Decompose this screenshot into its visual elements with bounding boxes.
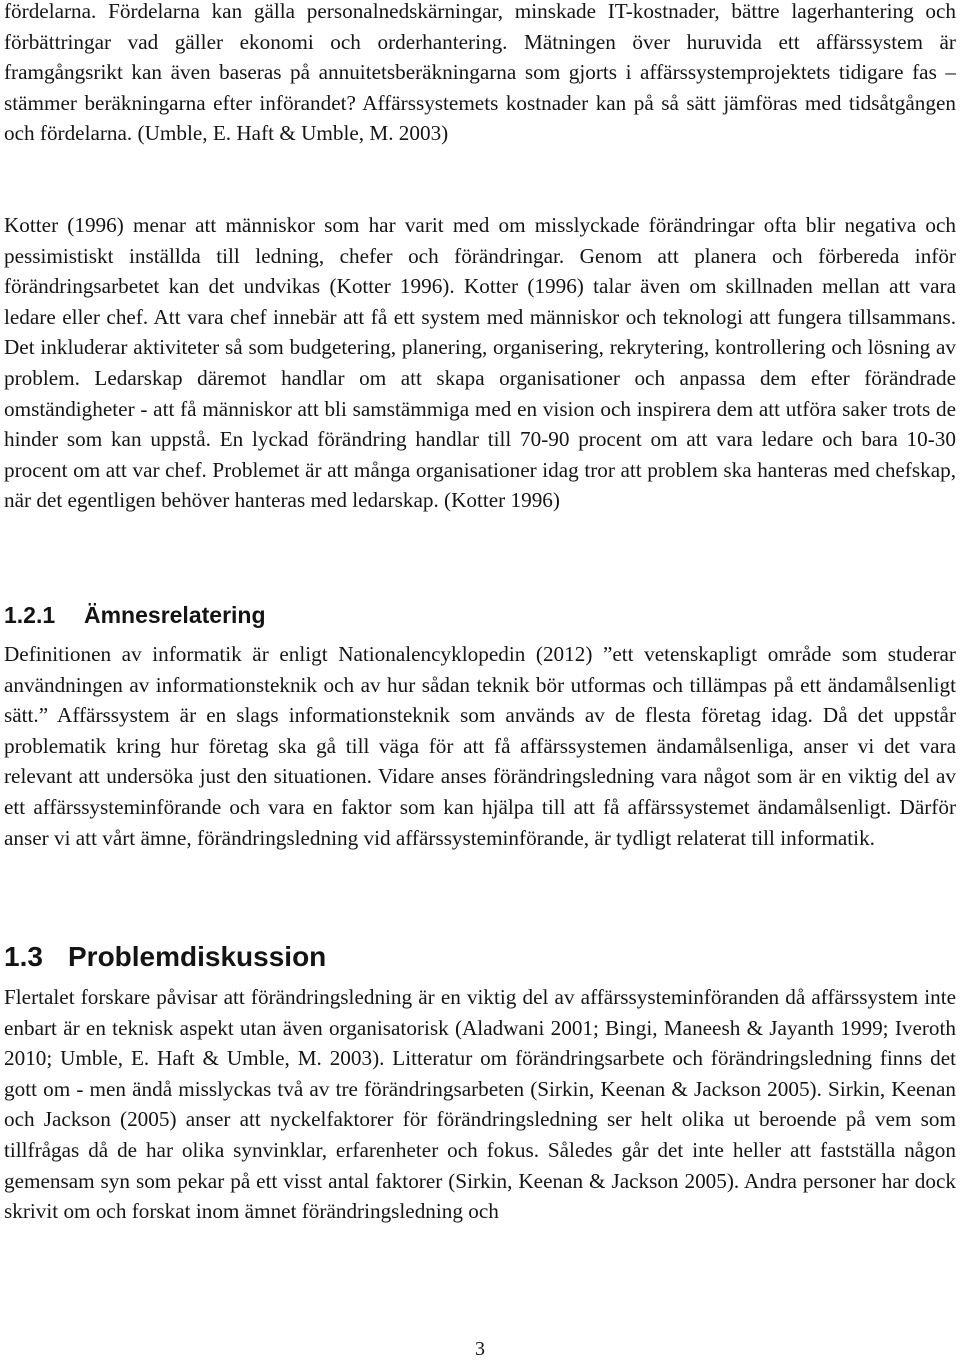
paragraph-problemdiskussion: Flertalet forskare påvisar att förändringsledning är en viktig del av affärssysteminföranden då affärssystem inte enbart är en teknisk aspekt utan även organisatorisk (Aladwani 2001; Bingi, Maneesh & Jayanth 1999; Iveroth 2010; Umble, E. Haft & Umble, M. 2003). Litteratur om förändringsarbete och förändringsledning finns det gott om - men ändå misslyckas två av tre förändringsarbeten (Sirkin, Keenan & Jackson 2005). Sirkin, Keenan och Jackson (2005) anser att nyckelfaktorer för förändringsledning ser helt olika ut beroende på vem som tillfrågas då de har olika synvinklar, erfarenheter och fokus. Således går det inte heller att fastställa någon gemensam syn som pekar på ett visst antal faktorer (Sirkin, Keenan & Jackson 2005). Andra personer har dock skrivit om och forskat inom ämnet förändringsledning och [4,985,956,1224]
paragraph-informatik-definition: Definitionen av informatik är enligt Nationalencyklopedin (2012) ”ett vetenskapligt område som studerar användningen av informationsteknik och av hur sådan teknik bör utformas och tillämpas på ett ändamålsenligt sätt.” Affärssystem är en slags informationsteknik som används av de flesta företag idag. Då det uppstår problematik kring hur företag ska gå till väga för att få affärssystemen ändamålsenliga, anser vi det vara relevant att undersöka just den situationen. Vidare anses förändringsledning vara något som är en viktig del av ett affärssysteminförande och vara en faktor som kan hjälpa till att få affärssystemet ändamålsenligt. Därför anser vi att vårt ämne, förändringsledning vid affärssysteminförande, är tydligt relaterat till informatik. [4,642,956,850]
paragraph-kotter-ledarskap: Kotter (1996) menar att människor som har varit med om misslyckade förändringar ofta blir negativa och pessimistiskt inställda till ledning, chefer och förändringar. Genom att planera och förbereda inför förändringsarbetet kan det undvikas (Kotter 1996). Kotter (1996) talar även om skillnaden mellan att vara ledare eller chef. Att vara chef innebär att få ett system med människor och teknologi att fungera tillsammans. Det inkluderar aktiviteter så som budgetering, planering, organisering, rekrytering, kontrollering och lösning av problem. Ledarskap däremot handlar om att skapa organisationer och anpassa dem efter förändrade omständigheter - att få människor att bli samstämmiga med en vision och inspirera dem att utföra saker trots de hinder som kan uppstå. En lyckad förändring handlar till 70-90 procent om att vara ledare och bara 10-30 procent om att var chef. Problemet är att många organisationer idag tror att problem ska hanteras med chefskap, när det egentligen behöver hanteras med ledarskap. (Kotter 1996) [4,213,956,513]
section-number: 1.3 [4,941,43,972]
section-number: 1.2.1 [4,602,56,628]
section-title: Problemdiskussion [68,941,327,972]
paragraph-affarssystem-matning: fördelarna. Fördelarna kan gälla personalnedskärningar, minskade IT-kostnader, bättre lagerhantering och förbättringar vad gäller ekonomi och orderhantering. Mätningen över huruvida ett affärssystem är framgångsrikt kan även baseras på annuitetsberäkningarna som gjorts i affärssystemprojektets tidigare fas – stämmer beräkningarna efter införandet? Affärssystemets kostnader kan på så sätt jämföras med tidsåtgången och fördelarna. (Umble, E. Haft & Umble, M. 2003) [4,0,956,146]
section-title: Ämnesrelatering [84,602,266,628]
section-heading-problemdiskussion [4,940,326,974]
section-heading-amnesrelatering [4,600,266,630]
page-number: 3 [475,1338,485,1360]
